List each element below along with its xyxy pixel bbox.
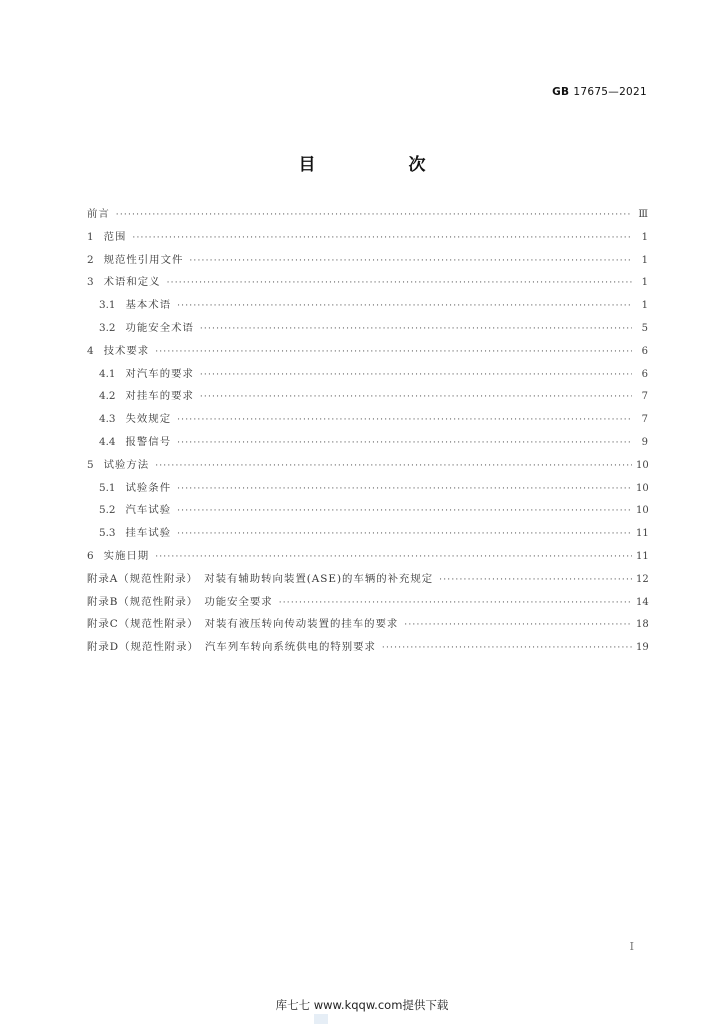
toc-entry-page: 1 (641, 277, 648, 289)
toc-entry-number: 5.2 (99, 504, 116, 517)
toc-entry-title: 附录C（规范性附录） 对装有液压转向传动装置的挂车的要求 (87, 618, 399, 631)
toc-entry[interactable] (87, 570, 648, 593)
toc-entry-page: 19 (636, 642, 649, 654)
page-number: I (629, 940, 634, 953)
toc-entry[interactable] (87, 410, 648, 433)
toc-entry-page: 11 (636, 550, 649, 562)
footer-watermark: 库七七 www.kqqw.com提供下载 (275, 998, 449, 1012)
toc-entry-title: 实施日期 (103, 549, 150, 562)
toc-entry-title: 附录D（规范性附录） 汽车列车转向系统供电的特别要求 (87, 641, 376, 654)
toc-entry-page: 14 (636, 596, 649, 608)
footer-mark (314, 1014, 328, 1024)
toc-entry-title: 失效规定 (125, 413, 172, 426)
toc-entry-page: 1 (641, 254, 648, 266)
toc-entry-number: 4 (87, 344, 94, 357)
toc-entry-number: 2 (87, 253, 94, 266)
toc-entry[interactable] (87, 296, 648, 319)
toc-entry-page: 10 (636, 482, 649, 494)
toc-entry-title: 范围 (103, 230, 127, 243)
standard-number: 17675—2021 (573, 86, 647, 98)
toc-entry-number: 3 (87, 276, 94, 289)
toc-leader-dots (279, 598, 632, 608)
toc-entry[interactable] (87, 524, 648, 547)
toc-entry-title: 基本术语 (125, 299, 172, 312)
toc-entry-page: 7 (641, 414, 648, 426)
toc-entry[interactable] (87, 479, 648, 502)
toc-entry-title: 规范性引用文件 (103, 253, 184, 266)
toc-entry-title: 前言 (87, 208, 110, 220)
toc-entry-page: 11 (636, 528, 649, 540)
toc-entry[interactable] (87, 342, 648, 365)
toc-leader-dots (200, 324, 632, 334)
toc-entry-number: 6 (87, 549, 94, 562)
toc-leader-dots (177, 438, 632, 448)
toc-entry[interactable] (87, 319, 648, 342)
toc-entry-title: 试验条件 (125, 481, 172, 494)
toc-entry[interactable] (87, 456, 648, 479)
toc-leader-dots (167, 278, 632, 288)
toc-entry-page: 5 (641, 322, 648, 334)
toc-entry[interactable] (87, 615, 648, 638)
toc-entry-page: 6 (641, 345, 648, 357)
toc-entry-title: 附录B（规范性附录） 功能安全要求 (87, 595, 273, 608)
toc-leader-dots (116, 210, 632, 220)
toc-entry-number: 3.2 (99, 321, 116, 334)
toc-leader-dots (177, 529, 632, 539)
toc-leader-dots (189, 256, 632, 266)
toc-entry-page: 12 (636, 573, 649, 585)
toc-leader-dots (177, 506, 632, 516)
toc-entry[interactable] (87, 205, 648, 228)
toc-leader-dots (439, 575, 632, 585)
toc-entry-number: 4.1 (99, 367, 116, 380)
toc-leader-dots (382, 643, 632, 653)
standard-code (552, 86, 647, 98)
toc-entry-number: 1 (87, 230, 94, 243)
toc-entry-number: 4.2 (99, 390, 116, 403)
toc-entry[interactable] (87, 365, 648, 388)
toc-entry-title: 附录A（规范性附录） 对装有辅助转向装置(ASE)的车辆的补充规定 (87, 572, 434, 585)
toc-entry-title: 对挂车的要求 (125, 390, 194, 403)
toc-leader-dots (177, 415, 632, 425)
toc-entry-number: 4.4 (99, 435, 116, 448)
toc-entry[interactable] (87, 228, 648, 251)
toc-entry-page: 6 (641, 368, 648, 380)
toc-entry[interactable] (87, 593, 648, 616)
toc-entry-number: 3.1 (99, 299, 116, 312)
standard-prefix: GB (552, 86, 570, 98)
toc-entry[interactable] (87, 547, 648, 570)
toc-entry-number: 5.3 (99, 527, 116, 540)
toc-leader-dots (132, 233, 632, 243)
toc-entry-page: 9 (641, 436, 648, 448)
toc-entry-number: 5.1 (99, 481, 116, 494)
toc-entry[interactable] (87, 501, 648, 524)
toc-entry-title: 挂车试验 (125, 527, 172, 540)
toc-entry[interactable] (87, 638, 648, 661)
toc-entry[interactable] (87, 273, 648, 296)
toc-entry-number: 4.3 (99, 413, 116, 426)
toc-entry-title: 试验方法 (103, 458, 150, 471)
toc-entry-title: 术语和定义 (103, 276, 161, 289)
toc-entry-page: 18 (636, 619, 649, 631)
toc-entry-page: 1 (641, 231, 648, 243)
toc-entry-page: 1 (641, 300, 648, 312)
toc-entry-page: 10 (636, 459, 649, 471)
toc-entry-title: 汽车试验 (125, 504, 172, 517)
toc-entry-title: 对汽车的要求 (125, 367, 194, 380)
toc-leader-dots (155, 347, 632, 357)
toc-entry-page: 7 (641, 391, 648, 403)
toc-leader-dots (200, 392, 632, 402)
toc-leader-dots (177, 484, 632, 494)
toc-entry-page: Ⅲ (638, 209, 648, 220)
toc-entry[interactable] (87, 433, 648, 456)
toc-leader-dots (177, 301, 632, 311)
toc-leader-dots (200, 370, 632, 380)
toc-entry-title: 报警信号 (125, 435, 172, 448)
table-of-contents (87, 205, 648, 661)
toc-entry-title: 功能安全术语 (125, 321, 194, 334)
toc-entry[interactable] (87, 251, 648, 274)
toc-leader-dots (404, 620, 632, 630)
toc-entry[interactable] (87, 387, 648, 410)
toc-leader-dots (155, 461, 632, 471)
toc-leader-dots (155, 552, 632, 562)
page-title: 目 次 (298, 155, 464, 175)
toc-entry-title: 技术要求 (103, 344, 150, 357)
toc-entry-page: 10 (636, 505, 649, 517)
toc-entry-number: 5 (87, 458, 94, 471)
